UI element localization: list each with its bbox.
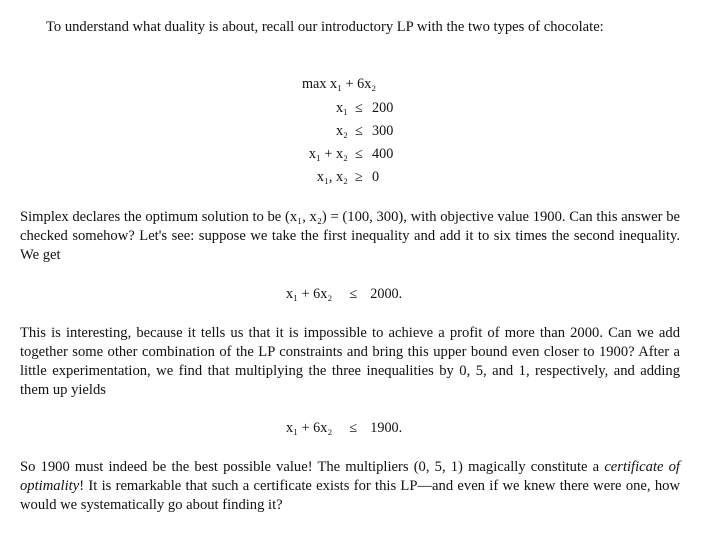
lp-constraint-lhs: x₁: [335, 100, 348, 116]
lp-constraint-rel: ≥: [355, 169, 363, 185]
equation-rhs: 2000.: [370, 286, 403, 302]
lp-constraint-rel: ≤: [355, 100, 363, 116]
interesting-paragraph: This is interesting, because it tells us that it is impossible to achieve a profit of more than 2000. Can we add together some other combination of the LP constraints and bring this upper bound even closer to 1900? After a little experimentation, we find that multiplying the three inequalities by 0, 5, and 1, respectively, and adding them up yields: [20, 325, 680, 398]
lp-constraint-rhs: 300: [372, 123, 394, 139]
bound-equation-1900: [286, 420, 402, 437]
certificate-of-optimality-term: certificate of optimality: [20, 459, 680, 494]
lp-constraint-rhs: 0: [372, 169, 380, 185]
equation-lhs: x₁ + 6x₂: [286, 286, 333, 302]
certificate-text-before: So 1900 must indeed be the best possible value! The multipliers (0, 5, 1) magically constitute a: [20, 459, 605, 475]
lp-formulation: [300, 76, 520, 196]
lp-constraint-lhs: x₁ + x₂: [308, 146, 348, 162]
equation-lhs: x₁ + 6x₂: [286, 420, 333, 436]
lp-constraint-rel: ≤: [355, 146, 363, 162]
bound-equation-2000: [286, 286, 402, 303]
lp-constraint-rel: ≤: [355, 123, 363, 139]
lp-constraint-rhs: 200: [372, 100, 394, 116]
simplex-paragraph: Simplex declares the optimum solution to be (x₁, x₂) = (100, 300), with objective value 1900. Can this answer be checked somehow? Let's see: suppose we take the first inequality and add it to six times the second inequality. We get: [20, 209, 680, 263]
lp-objective: [302, 76, 376, 93]
certificate-paragraph: [20, 458, 680, 515]
lp-constraint-lhs: x₁, x₂: [316, 169, 348, 185]
lp-objective-expr: x₁ + 6x₂: [329, 76, 377, 92]
intro-paragraph: To understand what duality is about, recall our introductory LP with the two types of chocolate:: [46, 19, 604, 35]
equation-rhs: 1900.: [370, 420, 403, 436]
lp-constraint-lhs: x₂: [335, 123, 348, 139]
lp-constraint-rhs: 400: [372, 146, 394, 162]
certificate-text-after: ! It is remarkable that such a certificate exists for this LP—and even if we knew there were one, how would we systematically go about finding it?: [20, 478, 680, 513]
equation-rel: ≤: [349, 420, 358, 436]
lp-objective-op: max: [302, 76, 327, 92]
equation-rel: ≤: [349, 286, 358, 302]
